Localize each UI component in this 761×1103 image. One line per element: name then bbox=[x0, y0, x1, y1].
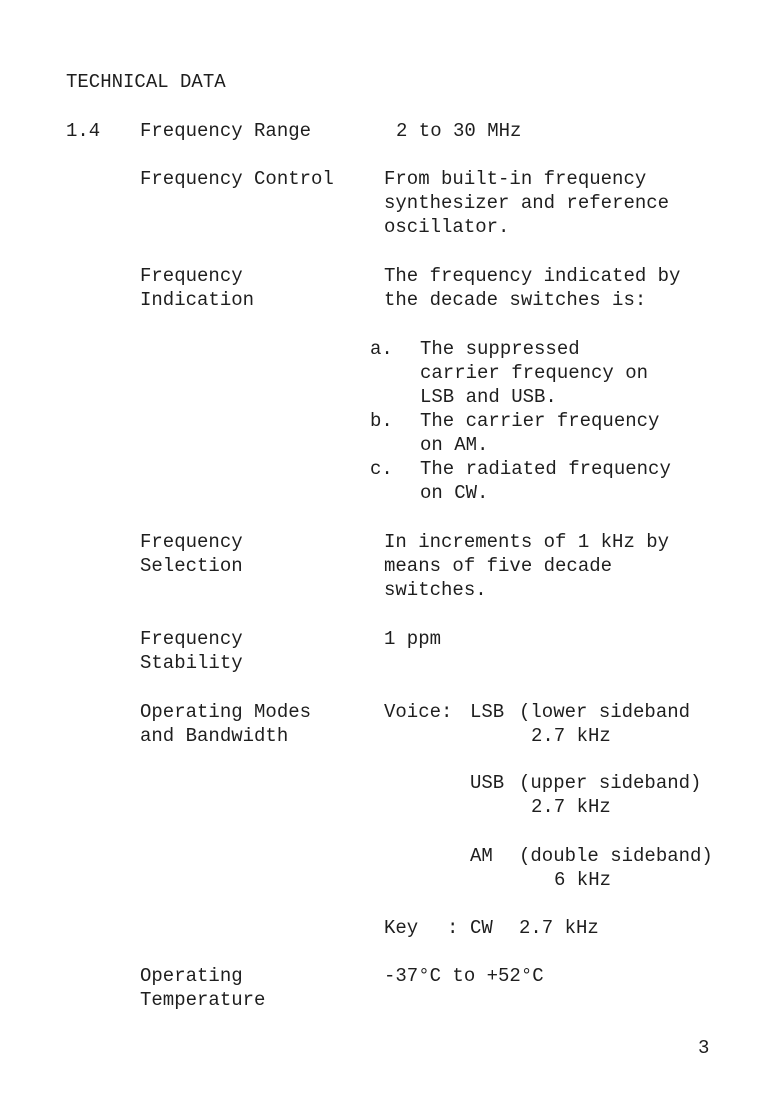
indication-item-a-text: The suppressed carrier frequency on LSB and USB. bbox=[420, 338, 649, 408]
key-bandwidth: 2.7 kHz bbox=[519, 917, 599, 939]
section-number: 1.4 bbox=[66, 120, 101, 142]
page-number: 3 bbox=[698, 1037, 710, 1059]
frequency-indication-value: The frequency indicated by the decade switches is: bbox=[384, 265, 681, 311]
indication-item-c-marker: c. bbox=[370, 458, 393, 480]
indication-item-c-text: The radiated frequency on CW. bbox=[420, 458, 671, 504]
mode-am-desc: (double sideband) bbox=[519, 845, 713, 867]
frequency-stability-value: 1 ppm bbox=[384, 628, 442, 650]
indication-item-b-marker: b. bbox=[370, 410, 393, 432]
frequency-selection-label: Frequency Selection bbox=[140, 531, 243, 577]
key-mode: CW bbox=[470, 917, 493, 939]
frequency-indication-label: Frequency Indication bbox=[140, 265, 255, 311]
frequency-range-value: 2 to 30 MHz bbox=[396, 120, 522, 142]
voice-label: Voice: bbox=[384, 701, 453, 723]
frequency-selection-value: In increments of 1 kHz by means of five decade switches. bbox=[384, 531, 670, 601]
mode-lsb-desc: (lower sideband bbox=[519, 701, 691, 723]
mode-lsb: LSB bbox=[470, 701, 505, 723]
operating-temperature-value: -37°C to +52°C bbox=[384, 965, 544, 987]
mode-usb-desc: (upper sideband) bbox=[519, 772, 702, 794]
frequency-control-label: Frequency Control bbox=[140, 168, 334, 190]
mode-usb: USB bbox=[470, 772, 505, 794]
key-separator: : bbox=[447, 917, 459, 939]
indication-item-b-text: The carrier frequency on AM. bbox=[420, 410, 660, 456]
mode-usb-bandwidth: 2.7 kHz bbox=[531, 796, 611, 818]
operating-modes-label: Operating Modes and Bandwidth bbox=[140, 701, 312, 747]
operating-temperature-label: Operating Temperature bbox=[140, 965, 266, 1011]
frequency-control-value: From built-in frequency synthesizer and reference oscillator. bbox=[384, 168, 670, 238]
mode-am: AM bbox=[470, 845, 493, 867]
indication-item-a-marker: a. bbox=[370, 338, 393, 360]
mode-lsb-bandwidth: 2.7 kHz bbox=[531, 725, 611, 747]
key-label: Key bbox=[384, 917, 419, 939]
frequency-stability-label: Frequency Stability bbox=[140, 628, 243, 674]
page-heading: TECHNICAL DATA bbox=[66, 71, 226, 93]
frequency-range-label: Frequency Range bbox=[140, 120, 312, 142]
mode-am-bandwidth: 6 kHz bbox=[554, 869, 612, 891]
